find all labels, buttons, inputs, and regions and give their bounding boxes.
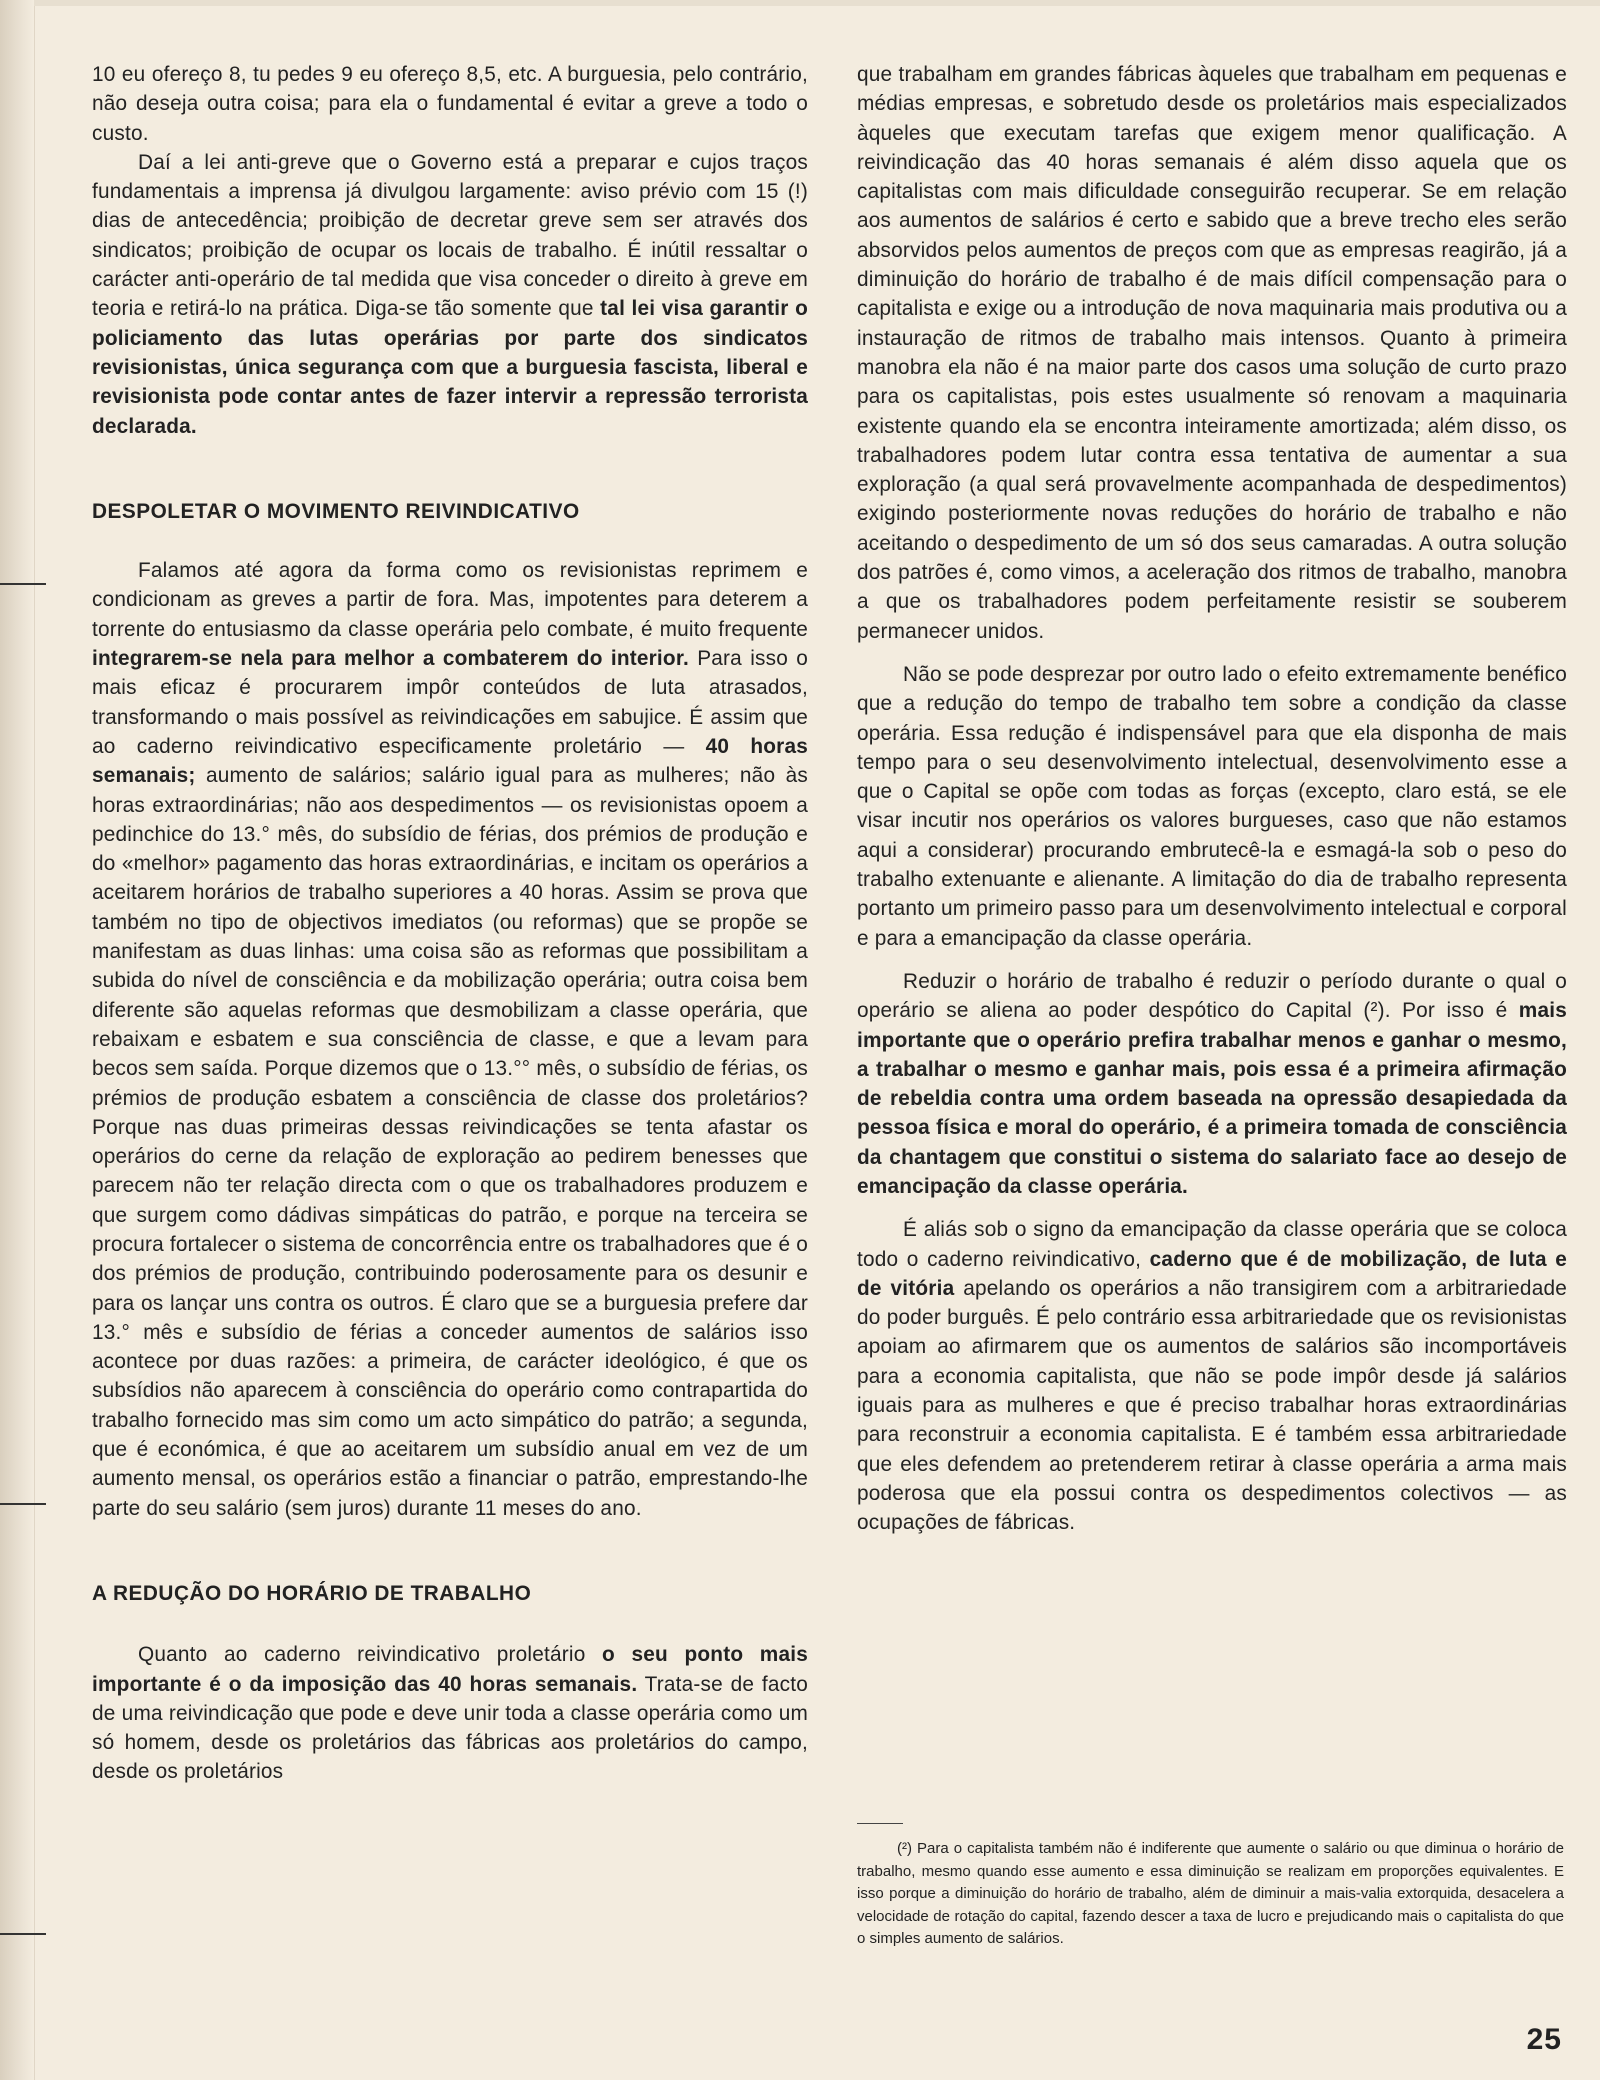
- paragraph-text: Daí a lei anti-greve que o Governo está a preparar e cujos traços fundamentais a imprensa já divulgou largamente: aviso prévio com 15 (!) dias de antecedência; proibição de decretar greve sem ser através dos sindicatos; proibição de ocupar os locais de trabalho. É inútil ressaltar o carácter anti-operário de tal medida que visa conceder o direito à greve em teoria e retirá-lo na prática. Diga-se tão somente que: [92, 150, 808, 321]
- binding-staple: [0, 1503, 46, 1505]
- page-top-edge: [34, 0, 1600, 6]
- paragraph-bold: integrarem-se nela para melhor a combaterem do interior.: [92, 647, 689, 671]
- paragraph-text: Trata-se de facto de uma reivindicação que pode e deve unir toda a classe operária como um só homem, desde os proletários das fábricas aos proletários do campo, desde os proletários: [92, 1672, 808, 1784]
- paragraph-bold: tal lei visa garantir o policiamento das lutas operárias por parte dos sindicatos revisionistas, única segurança com que a burguesia fascista, liberal e revisionista pode contar antes de fazer intervir a repressão terrorista declarada.: [92, 297, 808, 438]
- paragraph: [857, 1215, 1567, 1537]
- paragraph: [92, 148, 808, 441]
- paragraph: Não se pode desprezar por outro lado o efeito extremamente benéfico que a redução do tempo de trabalho tem sobre a condição da classe operária. Essa redução é indispensável para que ela disponha de mais tempo para o seu desenvolvimento intelectual, desenvolvimento esse a que o Capital se opõe com todas as forças (excepto, claro está, se ele visar incutir nos operários os valores burgueses, caso que não estamos aqui a considerar) procurando embrutecê-la e esmagá-la sob o peso do trabalho extenuante e alienante. A limitação do dia de trabalho representa portanto um primeiro passo para um desenvolvimento intelectual e corporal e para a emancipação da classe operária.: [857, 662, 1567, 950]
- paragraph-text: Falamos até agora da forma como os revisionistas reprimem e condicionam as greves a partir de fora. Mas, impotentes para deterem a torrente do entusiasmo da classe operária pelo combate, é muito frequente: [92, 559, 808, 641]
- paragraph-text: Reduzir o horário de trabalho é reduzir o período durante o qual o operário se aliena ao poder despótico do Capital (²). Por isso é: [857, 969, 1567, 1023]
- left-column: [92, 60, 808, 1787]
- footnote: [857, 1838, 1564, 1951]
- footnote-marker: (²): [897, 1840, 912, 1857]
- paragraph-text: Quanto ao caderno reivindicativo proletário: [138, 1643, 603, 1667]
- paragraph: [92, 556, 808, 1523]
- binding-staple: [0, 583, 46, 585]
- binding-staple: [0, 1933, 46, 1935]
- section-heading: A REDUÇÃO DO HORÁRIO DE TRABALHO: [92, 1581, 532, 1605]
- paragraph-text: aumento de salários; salário igual para as mulheres; não às horas extraordinárias; não aos despedimentos — os revisionistas opoem a pedinchice do 13.° mês, do subsídio de férias, dos prémios de produção e do «melhor» pagamento das horas extraordinárias, e incitam os operários a aceitarem horários de trabalho superiores a 40 horas. Assim se prova que também no tipo de objectivos imediatos (ou reformas) que se propõe se manifestam as duas linhas: uma coisa são as reformas que possibilitam a subida do nível de consciência e da mobilização operária; outra coisa bem diferente são aquelas reformas que desmobilizam a classe operária, que rebaixam e esbatem e sua consciência de classe, e que a levam para becos sem saída. Porque dizemos que o 13.°° mês, o subsídio de férias, os prémios de produção esbatem a consciência de classe dos proletários? Porque nas duas primeiras dessas reivindicações se tenta afastar os operários do cerne da relação de exploração ao pedirem benesses que parecem não ter relação directa com o que os trabalhadores produzem e que surgem como dádivas simpáticas do patrão, e porque na terceira se procura fortalecer o sistema de concorrência entre os trabalhadores que é o dos prémios de produção, contribuindo poderosamente para os desunir e para os lançar uns contra os outros. É claro que se a burguesia prefere dar 13.° mês e subsídio de férias a conceder aumentos de salários isso acontece por duas razões: a primeira, de carácter ideológico, é que os subsídios não aparecem à consciência do operário como contrapartida do trabalho fornecido mas sim como um acto simpático do patrão; a segunda, que é económica, é que ao aceitarem um subsídio anual em vez de um aumento mensal, os operários estão a financiar o patrão, emprestando-lhe parte do seu salário (sem juros) durante 11 meses do ano.: [92, 764, 808, 1520]
- footnote-rule: [857, 1823, 903, 1824]
- paragraph-bold: caderno que é de mobilização, de luta e de vitória: [857, 1247, 1567, 1300]
- paragraph-bold: 40 horas semanais;: [92, 734, 808, 788]
- paragraph: [857, 967, 1567, 1201]
- paragraph-bold: mais importante que o operário prefira trabalhar menos e ganhar o mesmo, a trabalhar o mesmo e ganhar mais, pois essa é a primeira afirmação de rebeldia contra uma ordem baseada na opressão desapiedada da pessoa física e moral do operário, é a primeira tomada de consciência da chantagem que constitui o sistema do salariato face ao desejo de emancipação da classe operária.: [857, 999, 1567, 1198]
- paragraph-text: Para isso o mais eficaz é procurarem impôr conteúdos de luta atrasados, transformando o mais possível as reivindicações em sabujice. É assim que ao caderno reivindicativo especificamente proletário —: [92, 647, 809, 758]
- footnote-text: Para o capitalista também não é indiferente que aumente o salário ou que diminua o horário de trabalho, mesmo quando esse aumento e essa diminuição se realizam em proporções equivalentes. E isso porque a diminuição do horário de trabalho, além de diminuir a mais-valia extorquida, desacelera a velocidade de rotação do capital, fazendo descer a taxa de lucro e prejudicando mais o capitalista do que o simples aumento de salários.: [857, 1840, 1564, 1948]
- page-binding-edge: [0, 0, 35, 2080]
- paragraph: [92, 1640, 808, 1786]
- paragraph-bold: o seu ponto mais importante é o da imposição das 40 horas semanais.: [92, 1643, 808, 1696]
- page-number: 25: [1526, 2023, 1562, 2056]
- right-column: [857, 60, 1567, 1538]
- paragraph: 10 eu ofereço 8, tu pedes 9 eu ofereço 8,5, etc. A burguesia, pelo contrário, não deseja outra coisa; para ela o fundamental é evitar a greve a todo o custo.: [92, 63, 808, 145]
- section-heading: DESPOLETAR O MOVIMENTO REIVINDICATIVO: [92, 499, 580, 523]
- paragraph-text: É aliás sob o signo da emancipação da classe operária que se coloca todo o caderno reivindicativo,: [857, 1218, 1567, 1271]
- paragraph: que trabalham em grandes fábricas àqueles que trabalham em pequenas e médias empresas, e sobretudo desde os proletários mais especializados àqueles que executam tarefas que exigem menor qualificação. A reivindicação das 40 horas semanais é além disso aquela que os capitalistas com mais dificuldade conseguirão recuperar. Se em relação aos aumentos de salários é certo e sabido que a breve trecho eles serão absorvidos pelos aumentos de preços com que as empresas reagirão, já a diminuição do horário de trabalho é de mais difícil compensação para o capitalista e exige ou a introdução de nova maquinaria mais produtiva ou a instauração de ritmos de trabalho mais intensos. Quanto à primeira manobra ela não é na maior parte dos casos uma solução de curto prazo para os capitalistas, pois estes usualmente só renovam a maquinaria existente quando ela se encontra inteiramente amortizada; além disso, os trabalhadores podem lutar contra essa tentativa de aumentar a sua exploração (a qual será provavelmente acompanhada de despedimentos) exigindo posteriormente novas reduções do horário de trabalho e não aceitando o despedimento de um só dos seus camaradas. A outra solução dos patrões é, como vimos, a aceleração dos ritmos de trabalho, manobra a que os trabalhadores podem perfeitamente resistir se souberem permanecer unidos.: [857, 63, 1567, 643]
- paragraph-text: apelando os operários a não transigirem com a arbitrariedade do poder burguês. É pelo contrário essa arbitrariedade que os revisionistas apoiam ao afirmarem que os aumentos de salários são incomportáveis para a economia capitalista, que não se pode impôr desde já salários iguais para as mulheres e que é preciso trabalhar horas extraordinárias para reconstruir a economia capitalista. E é também essa arbitrariedade que eles defendem ao pretenderem retirar à classe operária a arma mais poderosa que ela possui contra os despedimentos colectivos — as ocupações de fábricas.: [857, 1276, 1567, 1535]
